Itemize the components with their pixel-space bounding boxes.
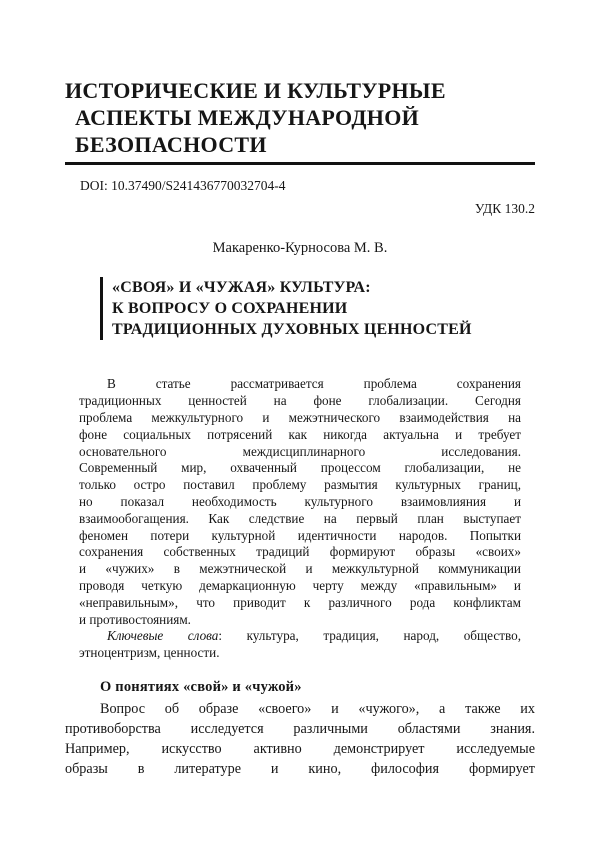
body-paragraph	[65, 699, 535, 779]
text-line: и противостояниям.	[79, 611, 191, 627]
text-line: взаимообогащения. Как следствие на первый план выступает	[79, 510, 521, 526]
article-title-block	[100, 277, 535, 340]
keywords-line	[79, 628, 521, 645]
text-line: ИСТОРИЧЕСКИЕ И КУЛЬТУРНЫЕ	[65, 78, 446, 103]
text-line: проводя четкую демаркационную черту между «правильным» и	[79, 578, 521, 594]
text-line: основательного междисциплинарного исследования.	[79, 443, 521, 459]
abstract-block	[79, 376, 521, 662]
doi-line: DOI: 10.37490/S241436770032704-4	[80, 178, 286, 194]
text-line: образы в литературе и кино, философия формирует	[65, 761, 535, 778]
text-line: ТРАДИЦИОННЫХ ДУХОВНЫХ ЦЕННОСТЕЙ	[112, 321, 472, 339]
text-line: проблема межкультурного и межэтнического взаимодействия на	[79, 410, 521, 426]
article-title	[112, 277, 472, 340]
keywords-label: Ключевые слова	[107, 628, 219, 644]
text-line: БЕЗОПАСНОСТИ	[75, 131, 267, 157]
text-line: феномен потери культурной идентичности народов. Попытки	[79, 527, 521, 543]
text-line: Вопрос об образе «своего» и «чужого», а также их	[100, 701, 535, 718]
abstract-paragraph	[79, 376, 521, 628]
text-line: АСПЕКТЫ МЕЖДУНАРОДНОЙ	[75, 104, 420, 130]
text-line: традиционных ценностей на фоне глобализации. Сегодня	[79, 393, 521, 409]
udc-line: УДК 130.2	[474, 201, 535, 217]
text-line: и «чужих» в межэтнической и межкультурной коммуникации	[79, 561, 521, 577]
header-rule	[65, 162, 535, 165]
keywords-paragraph	[79, 628, 521, 662]
text-line: «СВОЯ» И «ЧУЖАЯ» КУЛЬТУРА:	[112, 279, 371, 297]
text-line: сохранения собственных традиций формируют образы «своих»	[79, 544, 521, 560]
keywords-values: : культура, традиция, народ, общество,	[218, 628, 521, 644]
text-line: К ВОПРОСУ О СОХРАНЕНИИ	[112, 300, 348, 318]
text-line: противоборства исследуется различными областями знания.	[65, 721, 535, 738]
author-name: Макаренко-Курносова М. В.	[212, 240, 388, 257]
keywords-line: этноцентризм, ценности.	[79, 645, 220, 661]
title-accent-bar	[100, 277, 103, 340]
text-line: В статье рассматривается проблема сохранения	[107, 376, 521, 392]
journal-header	[65, 78, 535, 158]
section-heading: О понятиях «свой» и «чужой»	[100, 679, 302, 696]
text-line: «неправильным», что приводит к различного рода конфликтам	[79, 594, 521, 610]
text-line: Современный мир, охваченный процессом глобализации, не	[79, 460, 521, 476]
text-line: Например, искусство активно демонстрирует исследуемые	[65, 741, 535, 758]
text-line: только остро поставил проблему размытия культурных границ,	[79, 477, 521, 493]
text-line: но показал необходимость культурного взаимовлияния и	[79, 494, 521, 510]
text-line: фоне социальных потрясений как никогда актуальна и требует	[79, 426, 521, 442]
